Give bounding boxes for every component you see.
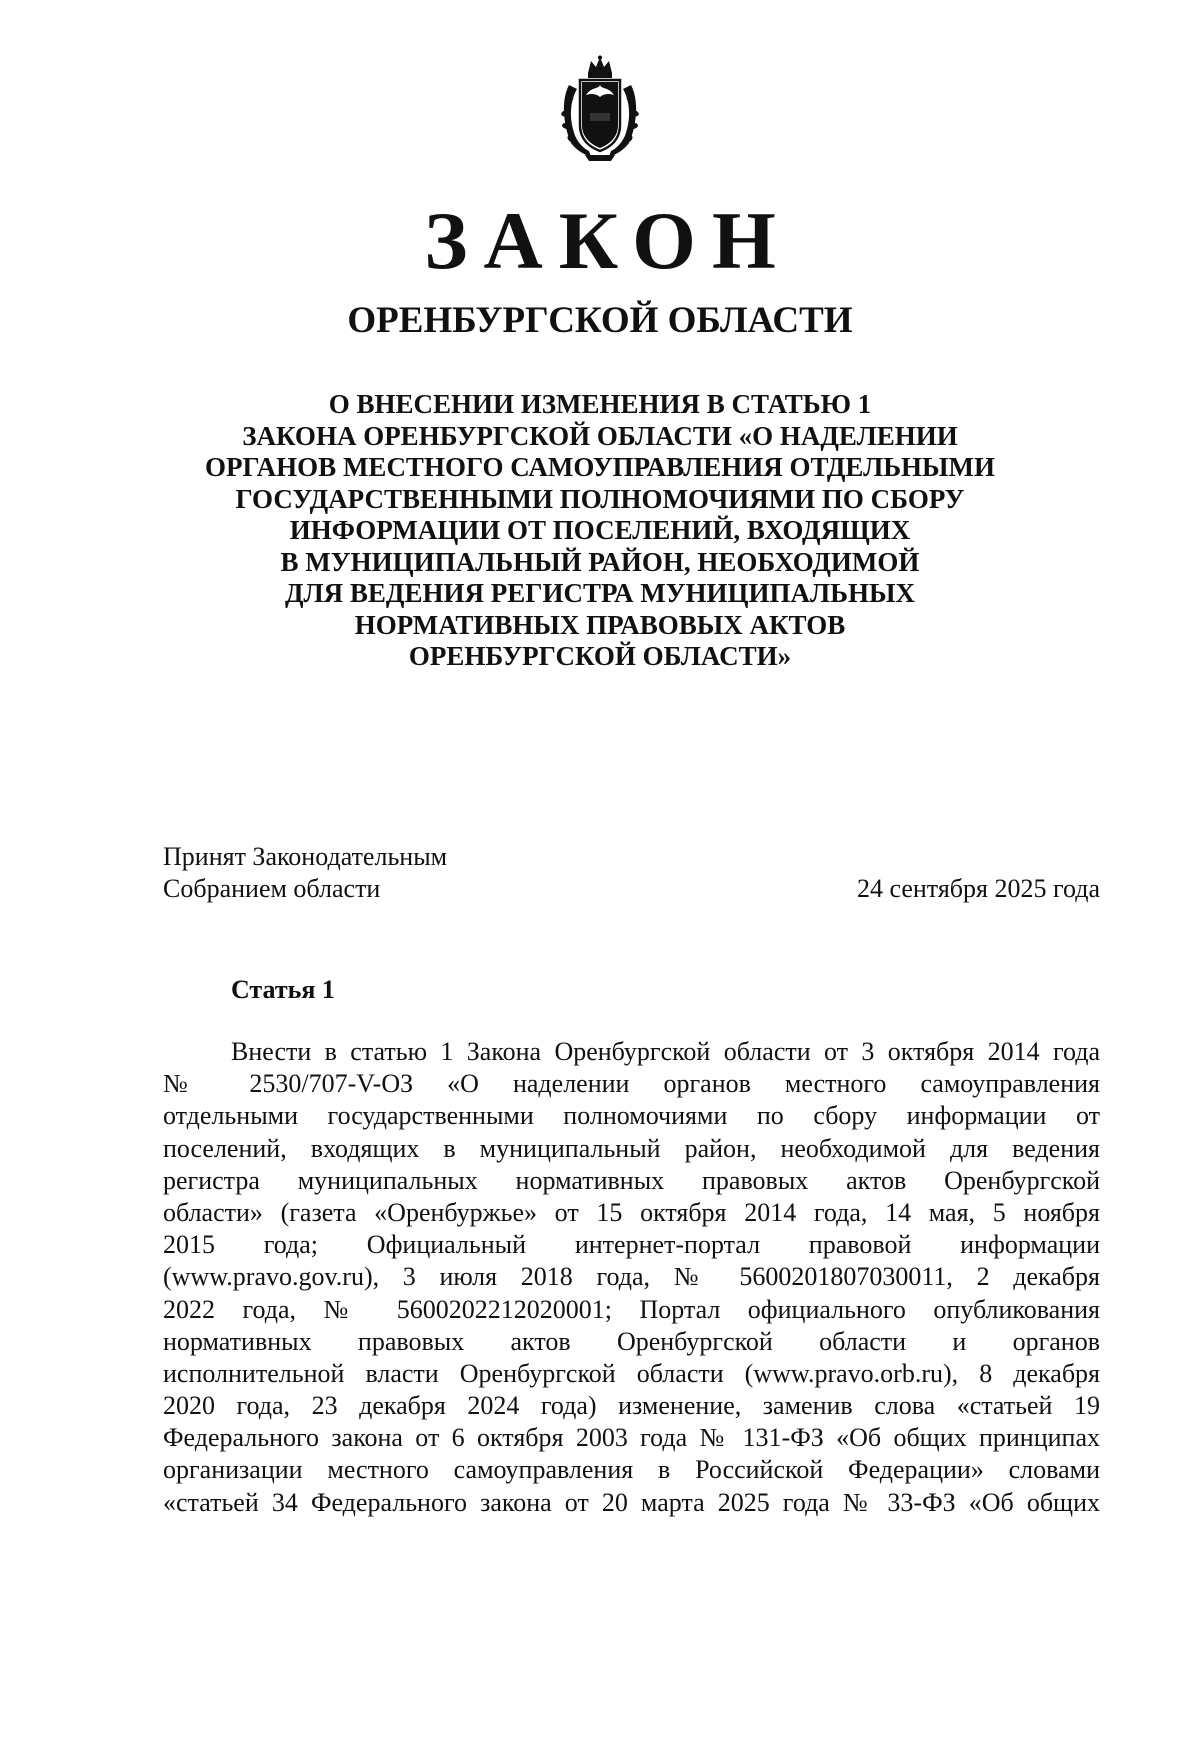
body-line: № 2530/707-V-ОЗ «О наделении органов местного самоуправления [163,1069,1100,1099]
body-line: Федерального закона от 6 октября 2003 года № 131-ФЗ «Об общих принципах [163,1423,1100,1453]
body-line: области» (газета «Оренбуржье» от 15 октября 2014 года, 14 мая, 5 ноября [163,1197,1100,1227]
heading-line: ЗАКОНА ОРЕНБУРГСКОЙ ОБЛАСТИ «О НАДЕЛЕНИИ [242,420,958,451]
body-line: исполнительной власти Оренбургской области (www.pravo.orb.ru), 8 декабря [163,1358,1100,1388]
body-line: организации местного самоуправления в Российской Федерации» словами [163,1455,1100,1485]
heading-line: НОРМАТИВНЫХ ПРАВОВЫХ АКТОВ [354,609,846,640]
body-line: Внести в статью 1 Закона Оренбургской области от 3 октября 2014 года [231,1037,1100,1066]
adoption-line: Принят Законодательным [163,842,448,871]
adoption-note [163,841,447,905]
adoption-date: 24 сентября 2025 года [856,874,1100,903]
body-line: отдельными государственными полномочиями по сбору информации от [163,1101,1100,1131]
heading-line: ИНФОРМАЦИИ ОТ ПОСЕЛЕНИЙ, ВХОДЯЩИХ [289,515,911,545]
document-type-title: ЗАКОН [424,195,792,286]
heading-line: ОРЕНБУРГСКОЙ ОБЛАСТИ» [408,641,792,671]
region-title: ОРЕНБУРГСКОЙ ОБЛАСТИ [347,300,853,341]
body-line: поселений, входящих в муниципальный район, необходимой для ведения [163,1133,1100,1163]
heading-line: ДЛЯ ВЕДЕНИЯ РЕГИСТРА МУНИЦИПАЛЬНЫХ [284,578,916,608]
body-line: «статьей 34 Федерального закона от 20 марта 2025 года № 33-ФЗ «Об общих [163,1487,1100,1517]
body-line: 2015 года; Официальный интернет-портал правовой информации [163,1230,1100,1260]
body-line: 2020 года, 23 декабря 2024 года) изменение, заменив слова «статьей 19 [163,1391,1100,1421]
coat-of-arms-icon [555,55,645,165]
heading-line: В МУНИЦИПАЛЬНЫЙ РАЙОН, НЕОБХОДИМОЙ [280,546,920,577]
body-line: регистра муниципальных нормативных правовых актов Оренбургской [163,1165,1100,1195]
body-line: (www.pravo.gov.ru), 3 июля 2018 года, № 5600201807030011, 2 декабря [163,1262,1100,1292]
heading-line: ОРГАНОВ МЕСТНОГО САМОУПРАВЛЕНИЯ ОТДЕЛЬНЫМИ [204,452,996,482]
article-title: Статья 1 [231,975,335,1004]
heading-line: ГОСУДАРСТВЕННЫМИ ПОЛНОМОЧИЯМИ ПО СБОРУ [235,483,965,514]
law-heading [150,389,1050,673]
body-line: нормативных правовых актов Оренбургской области и органов [163,1326,1100,1356]
body-line: 2022 года, № 5600202212020001; Портал официального опубликования [163,1294,1100,1324]
article-body [163,1036,1100,1519]
heading-line: О ВНЕСЕНИИ ИЗМЕНЕНИЯ В СТАТЬЮ 1 [328,389,872,419]
adoption-line: Собранием области [163,874,381,903]
